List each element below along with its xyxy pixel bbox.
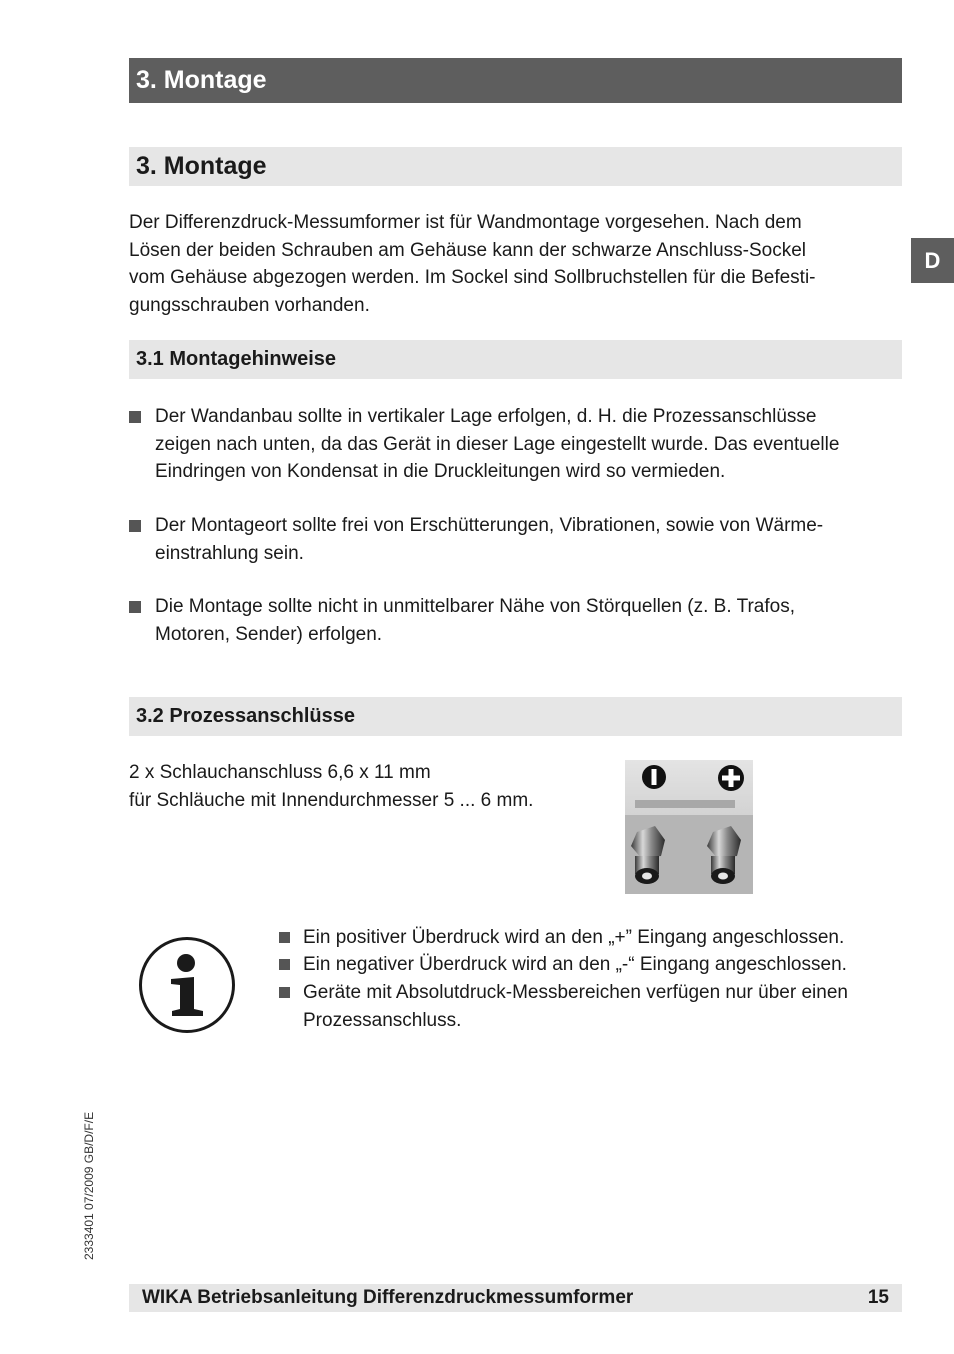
list-item-line: Die Montage sollte nicht in unmittelbarer Nähe von Störquellen (z. B. Trafos, [155,596,795,617]
language-tab-label: D [924,248,941,273]
intro-line: Der Differenzdruck-Messumformer ist für Wandmontage vorgesehen. Nach dem [129,212,802,233]
bullet-square-icon [129,520,141,532]
intro-line: Lösen der beiden Schrauben am Gehäuse kann der schwarze Anschluss-Sockel [129,239,807,261]
list-item-line: einstrahlung sein. [155,542,304,564]
page-number: 15 [867,1287,889,1308]
bullet-square-icon [279,959,290,970]
spec-line: 2 x Schlauchanschluss 6,6 x 11 mm [129,762,431,783]
document-code: 2333401 07/2009 GB/D/F/E [82,1111,96,1260]
info-line: Prozessanschluss. [303,1009,462,1031]
plus-symbol-icon [718,765,744,791]
intro-paragraph [129,209,899,319]
info-line: Geräte mit Absolutdruck-Messbereichen verfügen nur über einen [303,982,848,1003]
info-line: Ein negativer Überdruck wird an den „-“ Eingang angeschlossen. [303,954,847,975]
section-heading [129,147,902,186]
footer-title: WIKA Betriebsanleitung Differenzdruckmessumformer [142,1287,634,1308]
list-item-line: zeigen nach unten, da das Gerät in dieser Lage eingestellt wurde. Das eventuelle [155,433,840,455]
bullet-square-icon [129,601,141,613]
bullet-square-icon [279,987,290,998]
section-title: 3. Montage [136,152,267,180]
bullet-square-icon [129,411,141,423]
minus-symbol-icon [642,765,666,789]
connection-spec [129,759,899,814]
list-item-line: Motoren, Sender) erfolgen. [155,623,383,645]
subsection-heading-montagehinweise [129,340,902,379]
chapter-banner-title: 3. Montage [136,66,267,94]
intro-line: vom Gehäuse abgezogen werden. Im Sockel sind Sollbruchstellen für die Befesti- [129,267,816,288]
list-item-line: Der Wandanbau sollte in vertikaler Lage erfolgen, d. H. die Prozessanschlüsse [155,406,817,427]
process-connections-photo [625,760,753,894]
subsection-title: 3.2 Prozessanschlüsse [136,705,356,727]
info-line: Ein positiver Überdruck wird an den „+” Eingang angeschlossen. [303,927,845,948]
list-item-line: Eindringen von Kondensat in die Druckleitungen wird so vermieden. [155,461,726,482]
list-item-line: Der Montageort sollte frei von Erschütterungen, Vibrationen, sowie von Wärme- [155,515,824,536]
chapter-banner [129,58,902,103]
spec-line: für Schläuche mit Innendurchmesser 5 ... 6 mm. [129,789,534,811]
info-icon [137,935,237,1035]
language-tab [911,238,954,283]
page-footer [129,1284,902,1312]
intro-line: gungsschrauben vorhanden. [129,294,370,316]
subsection-title: 3.1 Montagehinweise [136,348,337,370]
bullet-square-icon [279,932,290,943]
subsection-heading-prozessanschluesse [129,697,902,736]
